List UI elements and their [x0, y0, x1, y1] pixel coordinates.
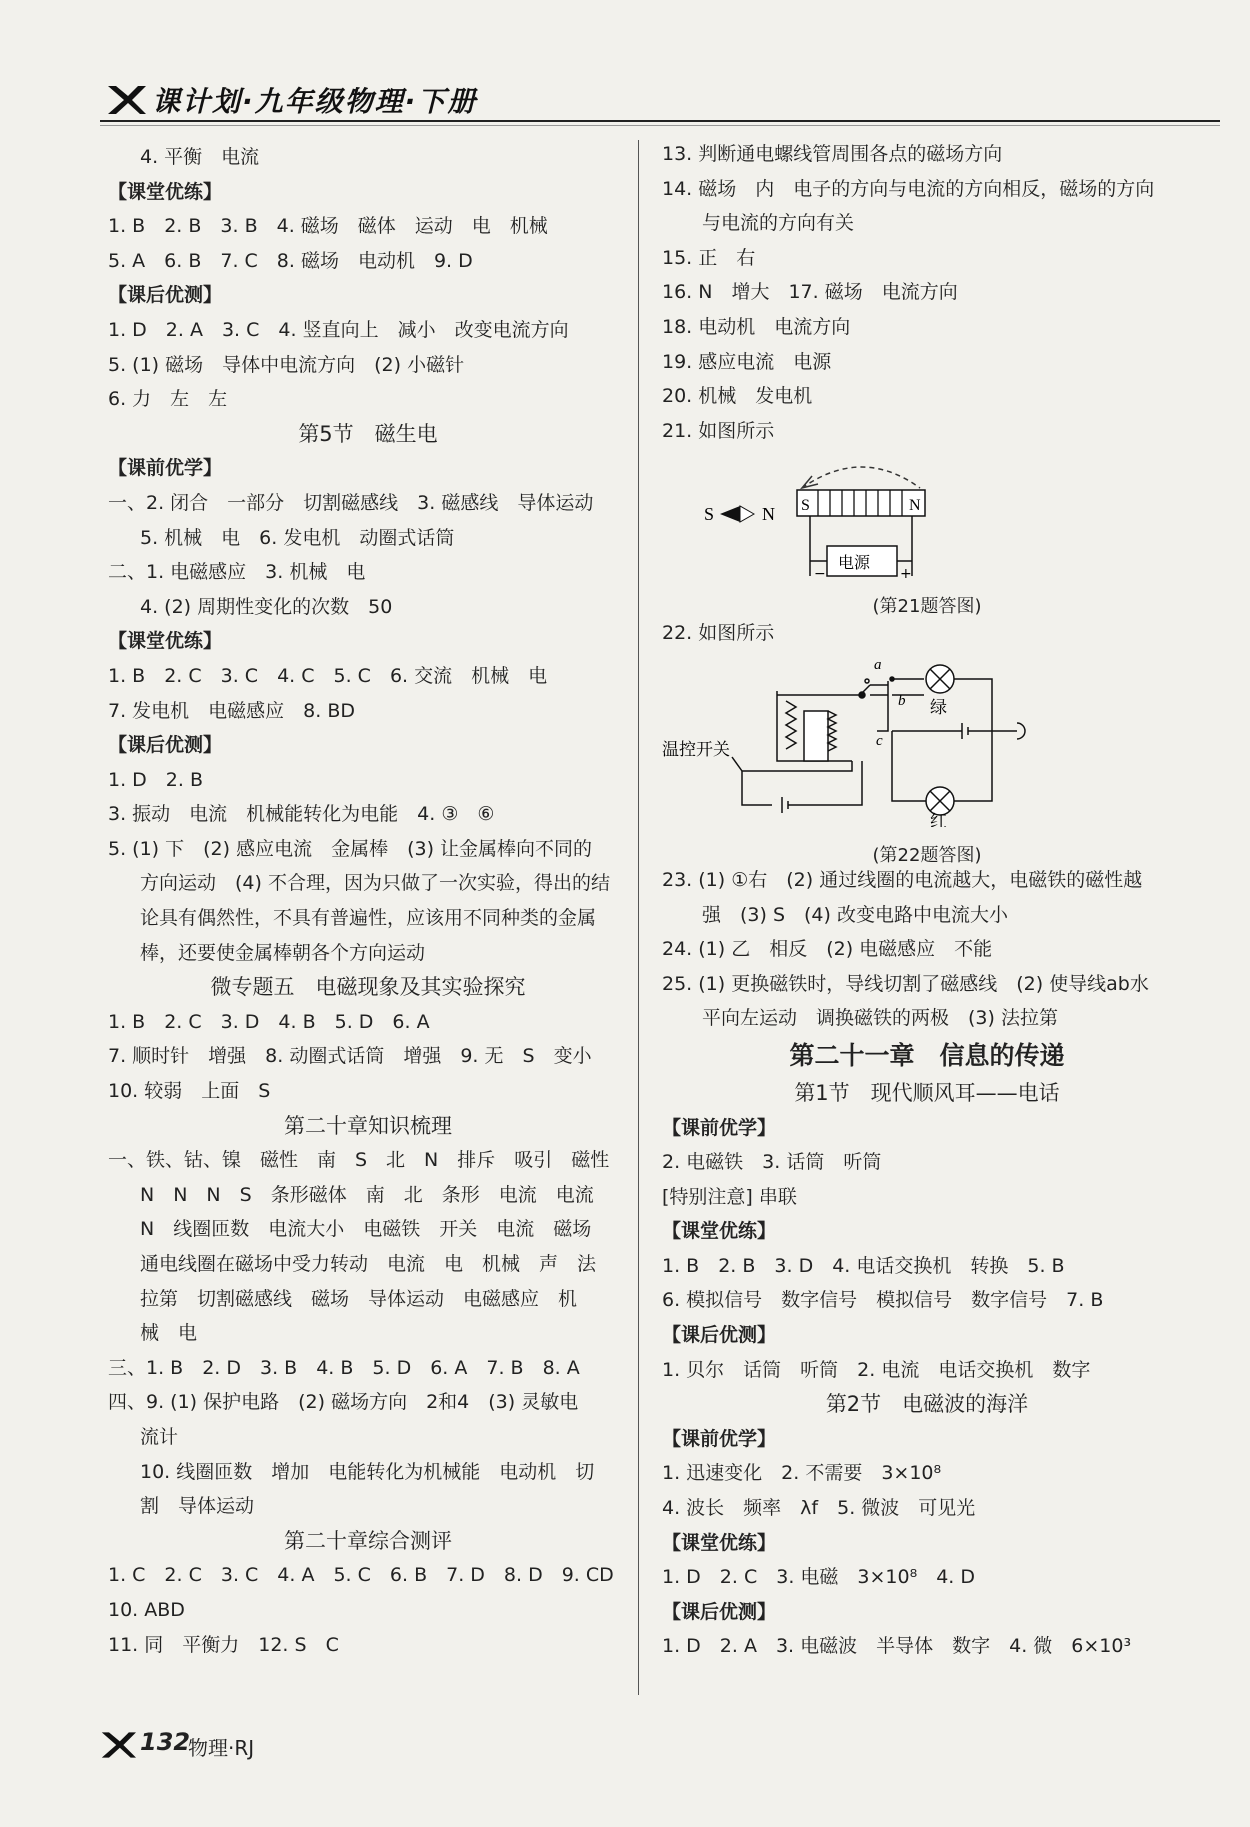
page-footer — [100, 1728, 255, 1764]
subsection-title: 第二十章综合测评 — [284, 1528, 452, 1553]
answer-line: 1. B 2. B 3. B 4. 磁场 磁体 运动 电 机械 — [108, 215, 548, 238]
footer-logo-icon — [100, 1745, 136, 1764]
footer-subject: 物理·RJ — [188, 1736, 255, 1760]
coil-s-label: S — [801, 497, 810, 515]
answer-line: 流计 — [140, 1425, 179, 1448]
answer-line: 2. 电磁铁 3. 话筒 听筒 — [662, 1151, 882, 1174]
terminal-b-label: b — [898, 692, 906, 709]
answer-line: 4. (2) 周期性变化的次数 50 — [140, 595, 393, 618]
right-column — [662, 137, 1192, 1664]
section-heading: 【课堂优练】 — [108, 180, 223, 203]
figure-21 — [662, 448, 1192, 616]
compass-n-label: N — [762, 504, 775, 525]
section-heading: 【课后优测】 — [108, 284, 223, 307]
subsection-title: 第1节 现代顺风耳——电话 — [794, 1080, 1060, 1105]
subsection-title: 第二十章知识梳理 — [284, 1113, 452, 1138]
answer-line: 4. 平衡 电流 — [140, 146, 260, 168]
thermo-switch-label: 温控开关 — [662, 739, 730, 760]
answer-line: 19. 感应电流 电源 — [662, 350, 832, 373]
answer-line: 割 导体运动 — [140, 1495, 255, 1518]
answer-line: 5. 机械 电 6. 发电机 动圈式话筒 — [140, 526, 455, 549]
answer-line: 1. C 2. C 3. C 4. A 5. C 6. B 7. D 8. D 9. CD — [108, 1564, 614, 1587]
answer-line: 15. 正 右 — [662, 246, 756, 269]
minus-sign: − — [814, 566, 826, 579]
header-rule-thin — [100, 125, 1220, 126]
section-heading: 【课后优测】 — [662, 1600, 777, 1623]
brand-logo-icon — [106, 84, 146, 120]
answer-line: 方向运动 (4) 不合理，因为只做了一次实验，得出的结 — [140, 872, 610, 895]
section-heading: 【课后优测】 — [662, 1324, 777, 1347]
answer-line: 1. D 2. A 3. C 4. 竖直向上 减小 改变电流方向 — [108, 318, 569, 341]
answer-line: 10. 线圈匝数 增加 电能转化为机械能 电动机 切 — [140, 1460, 595, 1483]
section-heading: 【课前优学】 — [108, 457, 223, 480]
answer-line: 25. (1) 更换磁铁时，导线切割了磁感线 (2) 使导线ab水 — [662, 972, 1149, 995]
answer-line: 强 (3) S (4) 改变电路中电流大小 — [702, 903, 1008, 926]
figure-22-diagram — [662, 651, 1192, 827]
subsection-title: 第2节 电磁波的海洋 — [825, 1392, 1029, 1417]
answer-line: 10. ABD — [108, 1598, 185, 1621]
answer-line: 18. 电动机 电流方向 — [662, 315, 851, 338]
compass-s-label: S — [704, 504, 715, 525]
answer-line: 平向左运动 调换磁铁的两极 (3) 法拉第 — [702, 1007, 1058, 1030]
figure-21-caption: (第21题答图) — [872, 595, 982, 617]
red-lamp-label: 红 — [930, 811, 947, 827]
header-rule — [100, 120, 1220, 122]
section-heading: 【课后优测】 — [108, 734, 223, 757]
section-heading: 【课堂优练】 — [662, 1220, 777, 1243]
answer-line: 四、9. (1) 保护电路 (2) 磁场方向 2和4 (3) 灵敏电 — [108, 1391, 579, 1414]
answer-line: 5. (1) 磁场 导体中电流方向 (2) 小磁针 — [108, 353, 465, 376]
answer-line: N N N S 条形磁体 南 北 条形 电流 电流 — [140, 1183, 594, 1206]
subsection-title: 第5节 磁生电 — [298, 421, 438, 446]
terminal-c-label: c — [876, 732, 883, 749]
section-heading: 【课前优学】 — [662, 1427, 777, 1450]
answer-line: 通电线圈在磁场中受力转动 电流 电 机械 声 法 — [140, 1253, 597, 1275]
answer-line: 1. 贝尔 话筒 听筒 2. 电流 电话交换机 数字 — [662, 1358, 1091, 1381]
answer-line: 与电流的方向有关 — [702, 212, 855, 235]
figure-21-diagram — [662, 448, 1192, 578]
subsection-title: 微专题五 电磁现象及其实验探究 — [210, 975, 526, 1000]
answer-line: 4. 波长 频率 λf 5. 微波 可见光 — [662, 1497, 976, 1520]
answer-line: 论具有偶然性，不具有普遍性，应该用不同种类的金属 — [140, 907, 597, 930]
answer-line: 二、1. 电磁感应 3. 机械 电 — [108, 561, 366, 584]
answer-line: 1. B 2. B 3. D 4. 电话交换机 转换 5. B — [662, 1254, 1065, 1277]
terminal-a-label: a — [874, 656, 882, 673]
answer-line: 21. 如图所示 — [662, 419, 775, 442]
right-block-a — [662, 137, 1192, 448]
right-block-c — [662, 863, 1192, 1664]
green-lamp-label: 绿 — [930, 697, 947, 718]
answer-line: N 线圈匝数 电流大小 电磁铁 开关 电流 磁场 — [140, 1218, 592, 1241]
answer-line: 械 电 — [140, 1322, 198, 1345]
answer-line: 22. 如图所示 — [662, 622, 775, 645]
left-column — [108, 140, 628, 1662]
page-number: 132 — [140, 1728, 191, 1756]
coil-n-label: N — [909, 497, 921, 515]
subsection-title: 第二十一章 信息的传递 — [789, 1040, 1065, 1070]
answer-line: [特别注意] 串联 — [662, 1185, 797, 1208]
answer-line: 16. N 增大 17. 磁场 电流方向 — [662, 281, 958, 304]
answer-line: 1. D 2. B — [108, 768, 204, 791]
header-title: 课计划·九年级物理·下册 — [152, 85, 478, 118]
answer-line: 棒，还要使金属棒朝各个方向运动 — [140, 941, 426, 964]
power-source-label: 电源 — [838, 553, 871, 573]
answer-line: 11. 同 平衡力 12. S C — [108, 1633, 339, 1656]
section-heading: 【课堂优练】 — [108, 630, 223, 653]
answer-line: 6. 力 左 左 — [108, 388, 228, 411]
answer-line: 5. A 6. B 7. C 8. 磁场 电动机 9. D — [108, 249, 473, 272]
section-heading: 【课前优学】 — [662, 1116, 777, 1139]
figure-22 — [662, 651, 1192, 866]
answer-line: 24. (1) 乙 相反 (2) 电磁感应 不能 — [662, 938, 993, 961]
answer-line: 一、铁、钴、镍 磁性 南 S 北 N 排斥 吸引 磁性 — [108, 1149, 610, 1172]
answer-line: 10. 较弱 上面 S — [108, 1080, 271, 1103]
answer-line: 1. B 2. C 3. C 4. C 5. C 6. 交流 机械 电 — [108, 664, 548, 687]
answer-line: 20. 机械 发电机 — [662, 385, 813, 408]
answer-line: 6. 模拟信号 数字信号 模拟信号 数字信号 7. B — [662, 1289, 1104, 1312]
answer-line: 14. 磁场 内 电子的方向与电流的方向相反，磁场的方向 — [662, 177, 1155, 200]
plus-sign: + — [900, 566, 912, 579]
section-heading: 【课堂优练】 — [662, 1531, 777, 1554]
answer-line: 3. 振动 电流 机械能转化为电能 4. ③ ⑥ — [108, 803, 495, 826]
solenoid-body — [797, 490, 925, 516]
answer-line: 一、2. 闭合 一部分 切割磁感线 3. 磁感线 导体运动 — [108, 491, 594, 514]
answer-line: 三、1. B 2. D 3. B 4. B 5. D 6. A 7. B 8. A — [108, 1356, 580, 1379]
answer-line: 1. 迅速变化 2. 不需要 3×10⁸ — [662, 1462, 942, 1485]
answer-line: 1. B 2. C 3. D 4. B 5. D 6. A — [108, 1010, 430, 1033]
figure-22-caption: (第22题答图) — [872, 844, 982, 866]
answer-line: 拉第 切割磁感线 磁场 导体运动 电磁感应 机 — [140, 1287, 578, 1310]
answer-line: 1. D 2. C 3. 电磁 3×10⁸ 4. D — [662, 1566, 975, 1589]
page-header — [100, 78, 1220, 126]
answer-line: 7. 发电机 电磁感应 8. BD — [108, 699, 356, 722]
answer-line: 13. 判断通电螺线管周围各点的磁场方向 — [662, 143, 1003, 165]
answer-line: 23. (1) ①右 (2) 通过线圈的电流越大，电磁铁的磁性越 — [662, 868, 1143, 891]
column-divider — [638, 140, 639, 1695]
answer-line: 7. 顺时针 增强 8. 动圈式话筒 增强 9. 无 S 变小 — [108, 1045, 592, 1068]
answer-line: 5. (1) 下 (2) 感应电流 金属棒 (3) 让金属棒向不同的 — [108, 837, 593, 860]
answer-line: 1. D 2. A 3. 电磁波 半导体 数字 4. 微 6×10³ — [662, 1635, 1132, 1658]
